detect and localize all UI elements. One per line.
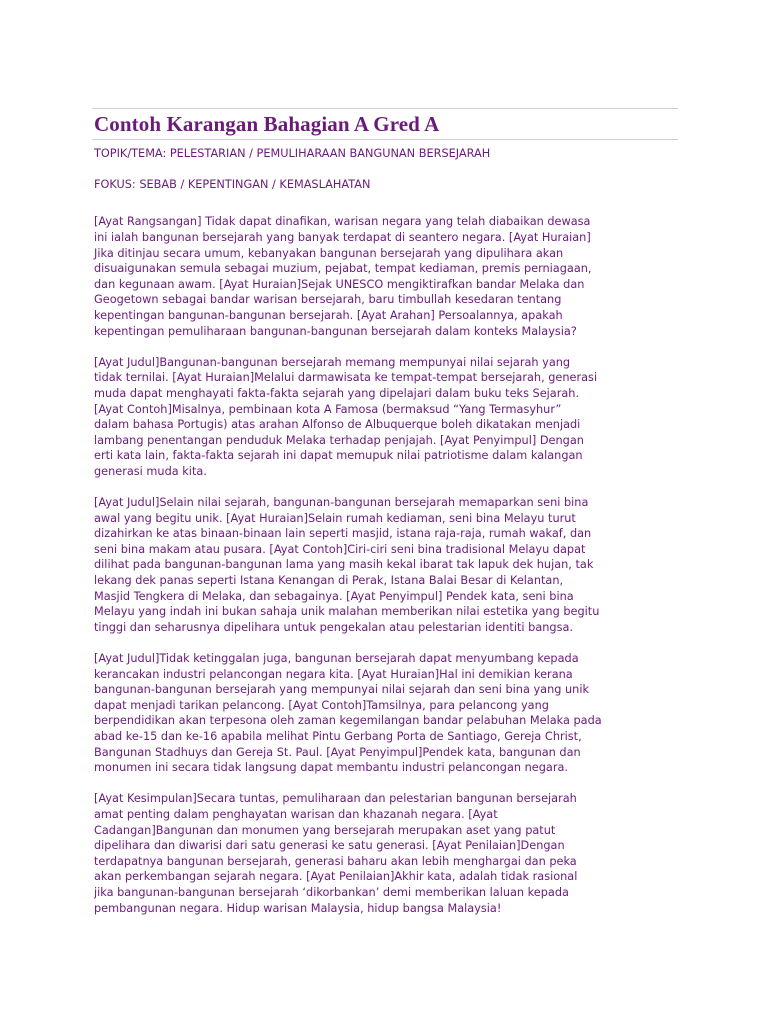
topic-line: TOPIK/TEMA: PELESTARIAN / PEMULIHARAAN BANGUNAN BERSEJARAH (94, 147, 491, 160)
title-divider (92, 139, 678, 140)
document-page (92, 108, 678, 932)
document-title: Contoh Karangan Bahagian A Gred A (94, 112, 440, 136)
paragraph-conclusion: [Ayat Kesimpulan]Secara tuntas, pemuliharaan dan pelestarian bangunan bersejarah amat penting dalam penghayatan warisan dan khazanah negara. [Ayat Cadangan]Bangunan dan monumen yang bersejarah merupakan aset yang patut dipelihara dan diwarisi dari satu generasi ke satu generasi. [Ayat Penilaian]Dengan terdapatnya bangunan bersejarah, generasi baharu akan lebih menghargai dan peka akan perkembangan sejarah negara. [Ayat Penilaian]Akhir kata, adalah tidak rasional jika bangunan-bangunan bersejarah ‘dikorbankan’ demi memberikan laluan kepada pembangunan negara. Hidup warisan Malaysia, hidup bangsa Malaysia! (94, 792, 578, 915)
top-divider (92, 108, 678, 109)
paragraph-history-value: [Ayat Judul]Bangunan-bangunan bersejarah memang mempunyai nilai sejarah yang tidak ternilai. [Ayat Huraian]Melalui darmawisata ke tempat-tempat bersejarah, generasi muda dapat menghayati fakta-fakta sejarah yang dipelajari dalam buku teks Sejarah. [Ayat Contoh]Misalnya, pembinaan kota A Famosa (bermaksud “Yang Termasyhur” dalam bahasa Portugis) atas arahan Alfonso de Albuquerque boleh dikatakan menjadi lambang penentangan penduduk Melaka terhadap penjajah. [Ayat Penyimpul] Dengan erti kata lain, fakta-fakta sejarah ini dapat memupuk nilai patriotisme dalam kalangan generasi muda kita. (94, 355, 598, 478)
paragraph-introduction: [Ayat Rangsangan] Tidak dapat dinafikan, warisan negara yang telah diabaikan dewasa ini ialah bangunan bersejarah yang banyak terdapat di seantero negara. [Ayat Huraian] Jika ditinjau secara umum, kebanyakan bangunan bersejarah yang dipulihara akan disuaigunakan semula sebagai muzium, pejabat, tempat kediaman, premis perniagaan, dan kegunaan awam. [Ayat Huraian]Sejak UNESCO mengiktirafkan bandar Melaka dan Geogetown sebagai bandar warisan bersejarah, baru timbullah kesedaran tentang kepentingan bangunan-bangunan bersejarah. [Ayat Arahan] Persoalannya, apakah kepentingan pemuliharaan bangunan-bangunan bersejarah dalam konteks Malaysia? (94, 215, 592, 338)
paragraph-tourism: [Ayat Judul]Tidak ketinggalan juga, bangunan bersejarah dapat menyumbang kepada kerancakan industri pelancongan negara kita. [Ayat Huraian]Hal ini demikian kerana bangunan-bangunan bersejarah yang mempunyai nilai sejarah dan seni bina yang unik dapat menjadi tarikan pelancong. [Ayat Contoh]Tamsilnya, para pelancong yang berpendidikan akan terpesona oleh zaman kegemilangan bandar pelabuhan Melaka pada abad ke-15 dan ke-16 apabila melihat Pintu Gerbang Porta de Santiago, Gereja Christ, Bangunan Stadhuys dan Gereja St. Paul. [Ayat Penyimpul]Pendek kata, bangunan dan monumen ini secara tidak langsung dapat membantu industri pelancongan negara. (94, 652, 602, 775)
essay-body (94, 214, 678, 916)
paragraph-architecture: [Ayat Judul]Selain nilai sejarah, bangunan-bangunan bersejarah memaparkan seni bina awal yang begitu unik. [Ayat Huraian]Selain rumah kediaman, seni bina Melayu turut dizahirkan ke atas binaan-binaan lain seperti masjid, istana raja-raja, rumah wakaf, dan seni bina makam atau pusara. [Ayat Contoh]Ciri-ciri seni bina tradisional Melayu dapat dilihat pada bangunan-bangunan lama yang masih kekal ibarat tak lapuk dek hujan, tak lekang dek panas seperti Istana Kenangan di Perak, Istana Balai Besar di Kelantan, Masjid Tengkera di Melaka, dan sebagainya. [Ayat Penyimpul] Pendek kata, seni bina Melayu yang indah ini bukan sahaja unik malahan memberikan nilai estetika yang begitu tinggi dan seharusnya dipelihara untuk pengekalan atau pelestarian identiti bangsa. (94, 496, 600, 634)
focus-line: FOKUS: SEBAB / KEPENTINGAN / KEMASLAHATAN (94, 178, 371, 192)
